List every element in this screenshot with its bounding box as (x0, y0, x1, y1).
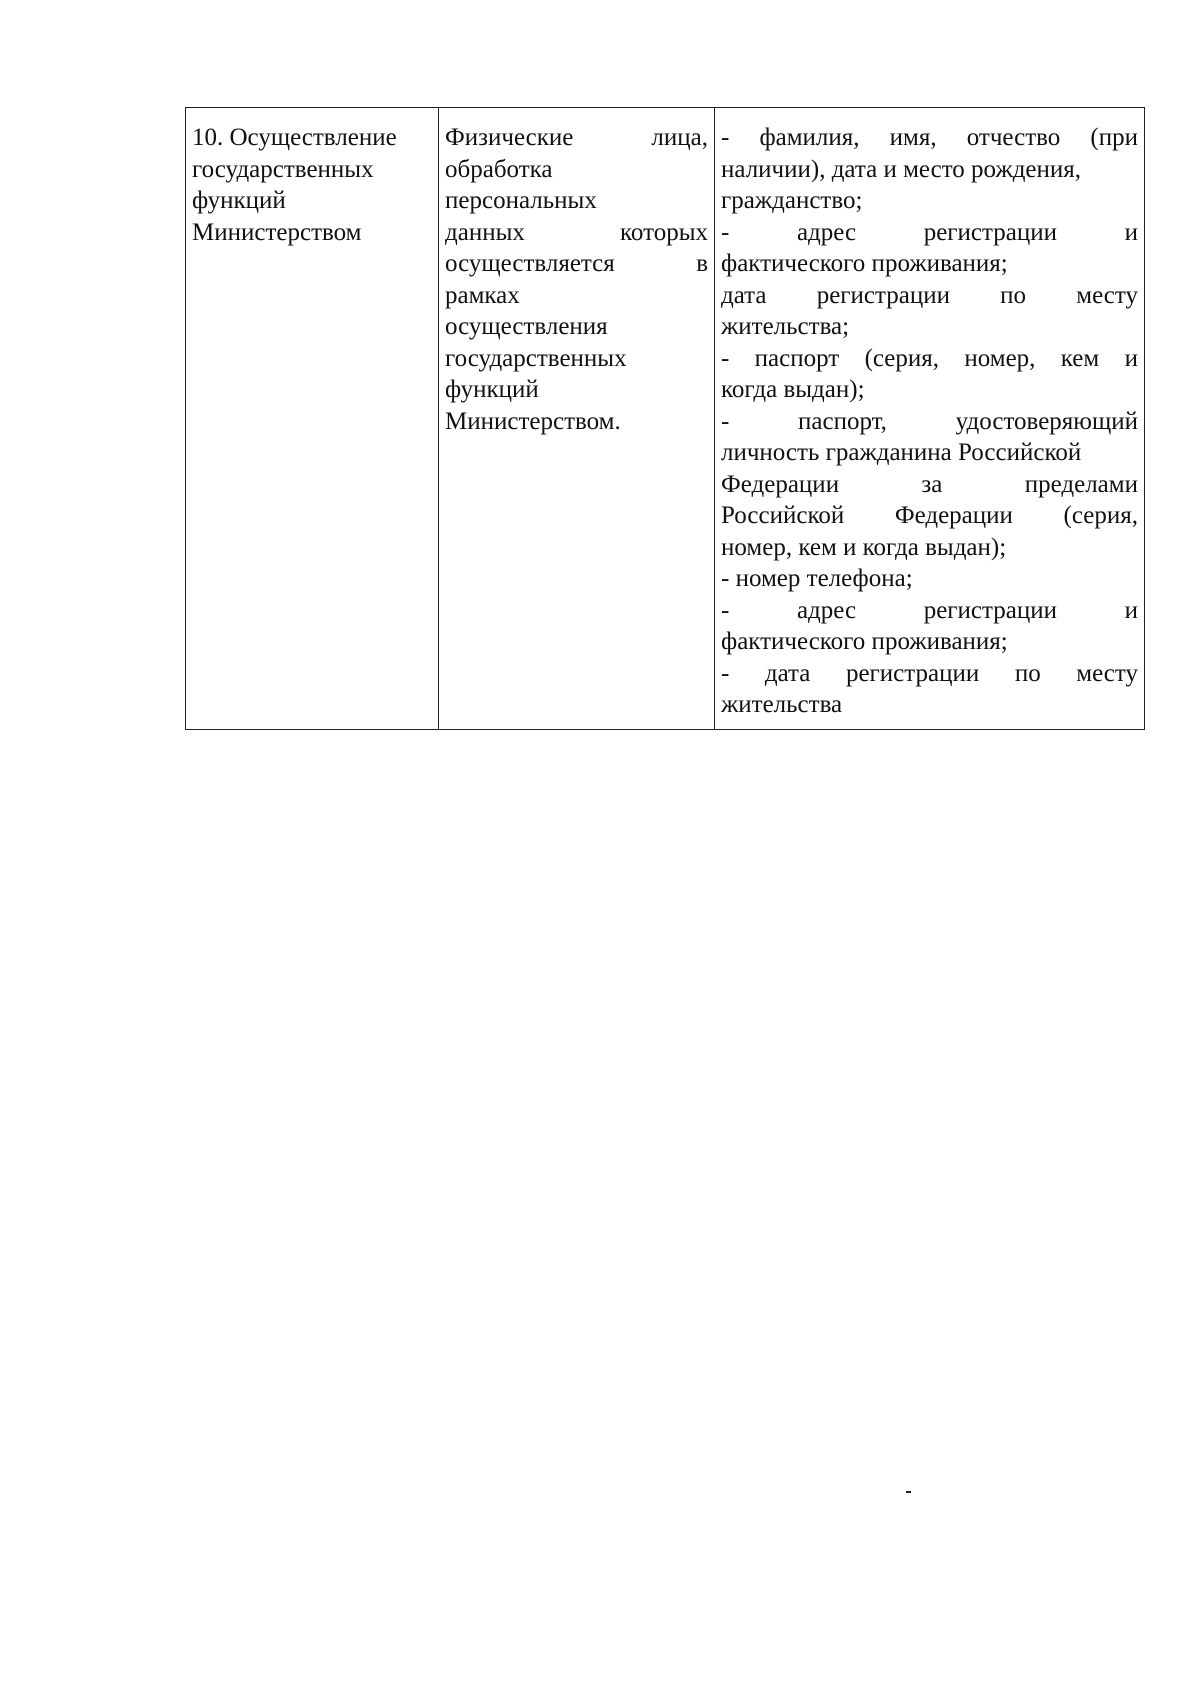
text-word: - номер телефона; (721, 565, 913, 592)
text-line: Министерством (192, 218, 362, 246)
text-word: - (721, 659, 730, 687)
text-word: которых (620, 218, 708, 246)
text-word: рамках (445, 281, 520, 309)
processing-purpose-cell (186, 108, 439, 730)
text-word: дата (764, 659, 811, 687)
text-word: - (721, 407, 730, 435)
text-word: Министерством. (445, 407, 621, 435)
text-line (721, 374, 1138, 406)
text-word: - (721, 124, 730, 151)
text-line (445, 406, 708, 438)
text-word: (серия, (864, 344, 940, 372)
text-line (721, 469, 1138, 501)
text-word: фактического проживания; (721, 250, 1008, 277)
text-word: паспорт (754, 344, 840, 372)
text-line (445, 343, 708, 375)
table-row (186, 108, 1145, 730)
text-line: государственных (192, 155, 374, 183)
text-word: обработка (445, 155, 553, 183)
text-word: регистрации (923, 596, 1057, 624)
processing-purpose-text (192, 122, 432, 248)
text-word: Физические (445, 124, 574, 151)
text-word: и (1124, 218, 1138, 246)
text-word: функций (445, 376, 539, 403)
text-word: лица, (651, 124, 708, 151)
text-word: по (1000, 281, 1027, 309)
text-line (445, 248, 708, 280)
text-word: удостоверяющий (955, 407, 1138, 435)
personal-data-table (185, 107, 1145, 730)
text-word: - (721, 344, 730, 372)
text-line (721, 658, 1138, 690)
text-line (721, 154, 1138, 186)
text-word: адрес (796, 218, 857, 246)
text-word: осуществления (445, 313, 608, 340)
text-word: жительства (721, 691, 843, 718)
text-line (721, 532, 1138, 564)
data-subjects-text (445, 122, 708, 437)
text-line (445, 217, 708, 249)
text-word: государственных (445, 344, 627, 372)
text-word: месту (1076, 659, 1138, 687)
text-word: отчество (966, 124, 1061, 151)
text-word: номер, кем и когда выдан); (721, 533, 1007, 561)
text-word: Федерации (894, 502, 1013, 529)
text-word: (при (1090, 124, 1138, 151)
text-word: и (1124, 344, 1138, 372)
text-word: регистрации (845, 659, 980, 687)
text-word: персональных (445, 187, 597, 214)
text-line (445, 154, 708, 186)
text-line: функций (192, 187, 286, 214)
text-line (721, 595, 1138, 627)
text-word: имя, (889, 124, 937, 151)
text-word: фактического проживания; (721, 628, 1008, 655)
text-word: номер, (964, 344, 1036, 372)
text-line (721, 217, 1138, 249)
data-categories-cell (715, 108, 1145, 730)
text-line (445, 374, 708, 406)
data-categories-text (721, 122, 1138, 721)
text-word: (серия, (1063, 502, 1138, 529)
text-word: и (1124, 596, 1138, 624)
text-word: дата (721, 281, 767, 309)
text-word: кем (1060, 344, 1100, 372)
text-word: Российской (721, 502, 845, 529)
text-word: пределами (1024, 470, 1138, 498)
text-word: регистрации (923, 218, 1057, 246)
text-line (445, 185, 708, 217)
text-word: регистрации (816, 281, 950, 309)
data-subjects-cell (439, 108, 715, 730)
text-word: в (696, 250, 708, 277)
text-word: - (721, 596, 730, 624)
text-line (721, 689, 1138, 721)
text-word: паспорт, (798, 407, 887, 435)
text-word: когда выдан); (721, 376, 865, 403)
text-word: - (721, 218, 730, 246)
text-word: личность гражданина Российской (721, 439, 1082, 466)
text-line (721, 563, 1138, 595)
text-line: 10. Осуществление (192, 124, 397, 151)
text-line (721, 311, 1138, 343)
text-line (445, 280, 708, 312)
stray-mark (906, 1491, 911, 1493)
text-line (445, 122, 708, 154)
text-line (721, 437, 1138, 469)
text-word: месту (1076, 281, 1138, 309)
text-word: гражданство; (721, 187, 863, 214)
text-line (721, 280, 1138, 312)
text-line (721, 406, 1138, 438)
text-line (721, 500, 1138, 532)
text-line (445, 311, 708, 343)
text-word: адрес (796, 596, 857, 624)
text-word: данных (445, 218, 525, 246)
text-line (721, 248, 1138, 280)
text-word: Федерации (721, 470, 840, 498)
text-word: по (1014, 659, 1041, 687)
text-line (721, 185, 1138, 217)
text-word: жительства; (721, 313, 850, 340)
text-word: за (921, 470, 943, 498)
text-line (721, 343, 1138, 375)
text-line (721, 122, 1138, 154)
text-word: фамилия, (759, 124, 860, 151)
text-line (721, 626, 1138, 658)
text-word: осуществляется (445, 250, 615, 277)
text-word: наличии), дата и место рождения, (721, 155, 1082, 183)
